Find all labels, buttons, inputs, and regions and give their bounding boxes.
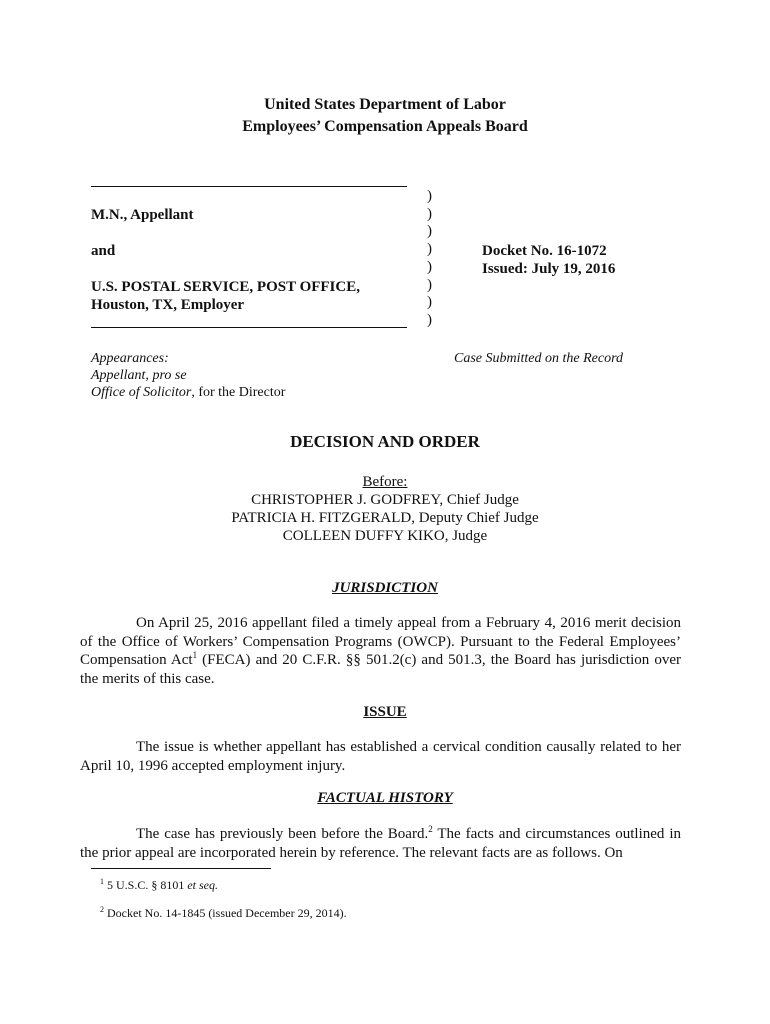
factual-history-heading: FACTUAL HISTORY [317,790,453,806]
appearance-solicitor [91,384,285,401]
paren: ) [427,241,432,258]
caption-and: and [91,243,116,259]
case-submitted: Case Submitted on the Record [454,351,624,366]
footnote-mark: 2 [100,905,104,914]
jurisdiction-text-b: (FECA) and 20 C.F.R. §§ 501.2(c) and 501.3, the Board has jurisdiction over the merits of this case. [80,652,681,687]
appellant-role: Appellant, [91,368,153,383]
footnote-ref-1[interactable]: 1 [192,650,198,661]
history-text-b: The facts and circumstances outlined in the prior appeal are incorporated herein by reference. The relevant facts are as follows. On [80,826,681,861]
docket-number: Docket No. 16-1072 [482,243,607,259]
before-label: Before: [362,474,408,490]
footnote-mark: 1 [100,877,104,886]
pro-se: pro se [152,368,187,383]
employer-line-1: U.S. POSTAL SERVICE, POST OFFICE, [91,279,360,295]
board-name: Employees’ Compensation Appeals Board [242,118,528,135]
jurisdiction-heading: JURISDICTION [332,580,438,596]
footnote-text: 5 U.S.C. § 8101 [107,878,188,892]
footnote-1 [100,878,218,892]
footnote-2 [100,906,347,920]
appellant-name: M.N., Appellant [91,207,194,223]
footnote-rule [91,868,271,869]
caption-paren-column [427,188,437,330]
paren: ) [427,188,432,204]
paren: ) [427,205,432,222]
footnote-italic: et seq. [187,878,218,892]
footnote-ref-2[interactable]: 2 [428,824,433,834]
history-text-a: The case has previously been before the Board. [136,826,429,842]
factual-history-paragraph [80,825,681,862]
judge-2: PATRICIA H. FITZGERALD, Deputy Chief Judge [231,510,539,526]
caption-top-rule [91,186,407,187]
paren: ) [427,294,432,311]
jurisdiction-text-a: On April 25, 2016 appellant filed a timely appeal from a February 4, 2016 merit decision of the Office of Workers’ Compensation Programs (OWCP). Pursuant to the Federal Employees’ Compensation Act [80,615,681,669]
judge-3: COLLEEN DUFFY KIKO, Judge [282,528,488,544]
footnote-text: Docket No. 14-1845 (issued December 29, 2014). [107,906,347,920]
employer-line-2: Houston, TX, Employer [91,297,245,313]
agency-name: United States Department of Labor [264,96,506,113]
caption-bottom-rule [91,327,407,328]
judge-1: CHRISTOPHER J. GODFREY, Chief Judge [251,492,519,508]
appearances-label: Appearances: [91,351,169,366]
jurisdiction-paragraph [80,614,681,688]
paren: ) [427,276,432,293]
solicitor-role: , for the Director [191,385,286,400]
paren: ) [427,223,432,240]
issue-paragraph: The issue is whether appellant has established a cervical condition causally related to her April 10, 1996 accepted employment injury. [80,739,681,774]
paren: ) [427,258,432,275]
issued-date: Issued: July 19, 2016 [482,261,616,277]
issue-heading: ISSUE [363,704,407,720]
decision-title: DECISION AND ORDER [290,432,480,451]
paren: ) [427,311,432,328]
solicitor-office: Office of Solicitor [91,385,192,400]
appearance-appellant [91,367,187,384]
